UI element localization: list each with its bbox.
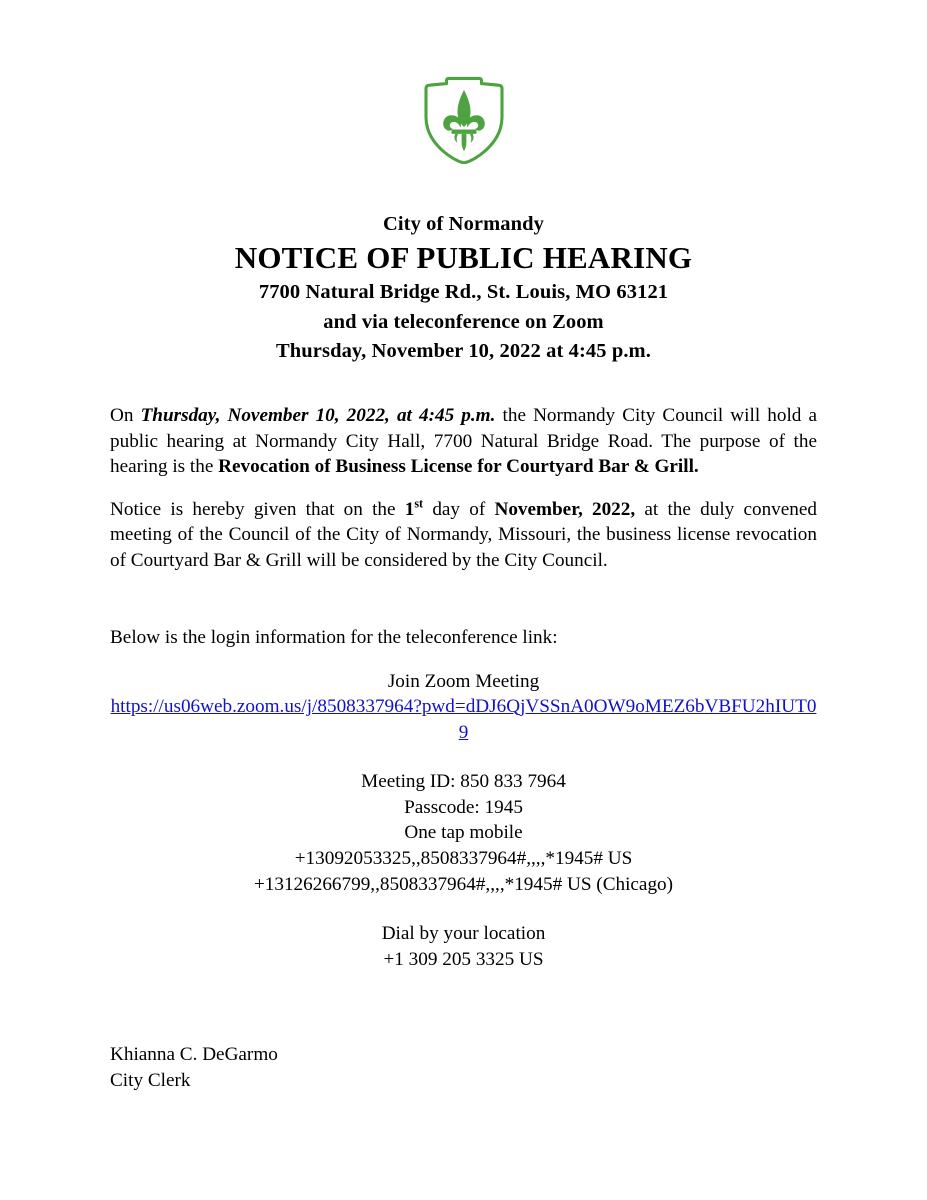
p2-day-number: 1: [404, 498, 415, 520]
one-tap-number: +13126266799,,8508337964#,,,,*1945# US (Chicago): [253, 873, 674, 895]
zoom-meeting-link[interactable]: https://us06web.zoom.us/j/8508337964?pwd=dDJ6QjVSSnA0OW9oMEZ6bVBFU2hIUT09: [110, 696, 817, 743]
paragraph-council-meeting: [110, 497, 817, 574]
teleconference-intro: Below is the login information for the teleconference link:: [110, 627, 558, 649]
p1-lead: On: [110, 405, 141, 427]
meeting-details: [110, 769, 817, 897]
document-header: [110, 210, 817, 367]
meeting-passcode: Passcode: 1945: [404, 796, 523, 818]
one-tap-mobile-label: One tap mobile: [404, 822, 523, 844]
p2-mid: day of: [423, 498, 495, 520]
join-zoom-label: Join Zoom Meeting: [387, 670, 540, 692]
signatory-name: Khianna C. DeGarmo: [110, 1044, 278, 1066]
zoom-link-row: [110, 694, 817, 745]
paragraph-hearing-notice: [110, 403, 817, 480]
p1-purpose-bold: Revocation of Business License for Courtyard Bar & Grill.: [218, 456, 699, 478]
header-address: 7700 Natural Bridge Rd., St. Louis, MO 63121: [258, 280, 669, 303]
one-tap-number: +13092053325,,8508337964#,,,,*1945# US: [294, 848, 633, 870]
signatory-title: City Clerk: [110, 1069, 191, 1091]
p2-tail: at the duly convened meeting of the Council of the City of Normandy, Missouri, the business license revocation of Courtyard Bar & Grill will be considered by the City Council.: [110, 498, 817, 571]
signature-block: [110, 1042, 817, 1093]
p1-middle: the Normandy City Council will hold a public hearing at Normandy City Hall, 7700 Natural Bridge Road. The purpose of the hearing is the: [110, 405, 818, 478]
dial-by-location-label: Dial by your location: [381, 923, 546, 945]
meeting-id: Meeting ID: 850 833 7964: [361, 771, 566, 793]
dial-in-number: +1 309 205 3325 US: [383, 948, 544, 970]
header-datetime: Thursday, November 10, 2022 at 4:45 p.m.: [276, 340, 651, 363]
dial-in-details: [110, 921, 817, 972]
document-body: [110, 403, 817, 573]
p2-lead: Notice is hereby given that on the: [110, 498, 405, 520]
fleur-de-lis-shield-icon: [418, 72, 510, 164]
page-title: NOTICE OF PUBLIC HEARING: [234, 240, 693, 276]
p2-ordinal-suffix: st: [414, 496, 424, 511]
city-logo: [110, 0, 817, 164]
header-city: City of Normandy: [382, 213, 545, 235]
p2-month-year-bold: November, 2022,: [494, 498, 636, 520]
header-teleconference: and via teleconference on Zoom: [323, 310, 604, 333]
p1-datetime-emphasis: Thursday, November 10, 2022, at 4:45 p.m.: [140, 405, 496, 427]
